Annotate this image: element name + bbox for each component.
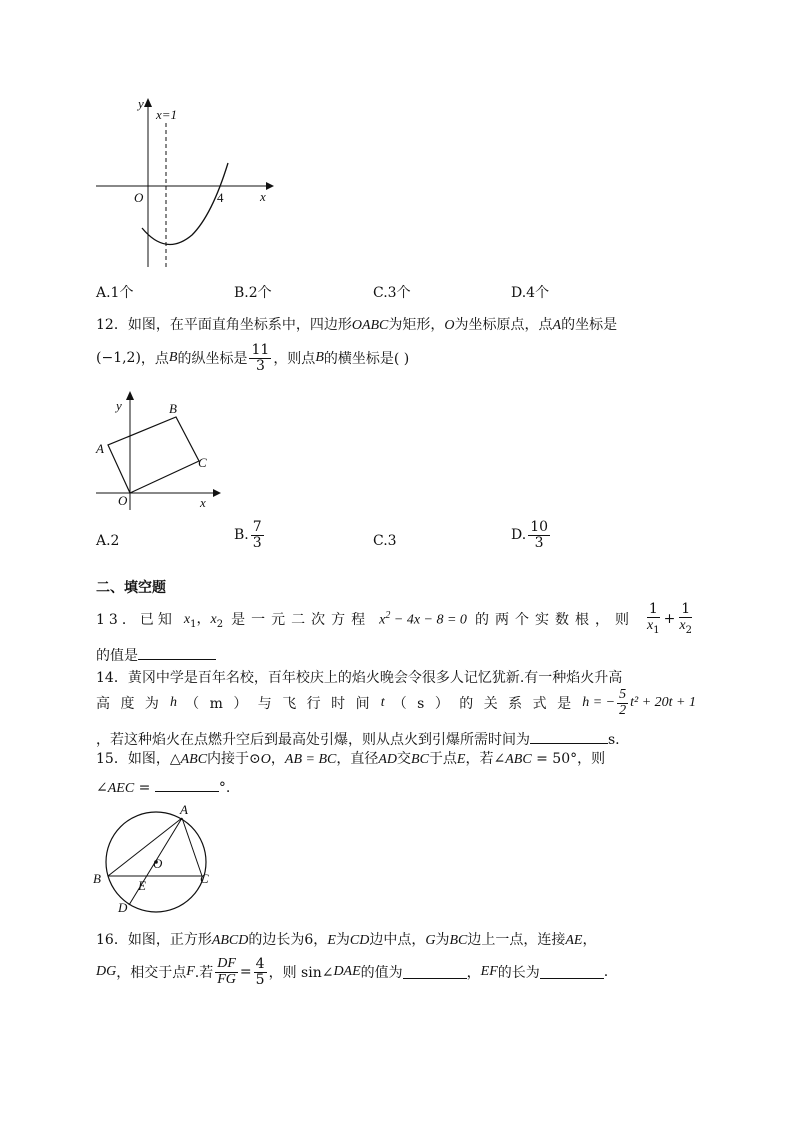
q12-option-b: B. $\frac{7}{3}$ — [234, 519, 262, 551]
q16-line2: DG ，相交于点 F .若 $\frac{DF}{FG}$ = $\frac{4}{5}$ ，则 sin∠ DAE 的值为 ， EF 的长为 . — [96, 956, 609, 988]
line-label: x=1 — [156, 107, 178, 122]
point-d-label: D — [118, 900, 128, 915]
q11-option-d: D.4个 — [511, 285, 550, 301]
figure-q11-parabola — [90, 95, 280, 275]
rectangle-oabc — [108, 417, 199, 493]
q14-line1: 14．黄冈中学是百年名校，百年校庆上的焰火晚会令很多人记忆犹新.有一种焰火升高 — [96, 670, 623, 686]
y-axis-label: y — [116, 398, 122, 413]
q15-line2: ∠AEC = °. — [96, 780, 231, 796]
x-axis-arrow — [213, 489, 221, 497]
q11-option-c: C.3个 — [373, 285, 411, 301]
point-a-label: A — [96, 441, 104, 456]
point-b-label: B — [93, 871, 101, 886]
q13-line1: 13．已知 $x_1$，$x_2$ 是一元二次方程 $x^2 - 4x - 8 = 0$ 的两个实数根，则 $\frac{1}{x_1}$ + $\frac{1}{x_2}$ — [96, 601, 692, 636]
y-axis-label: y — [138, 96, 144, 111]
figure-q15-circle — [90, 802, 230, 917]
point-c-label: C — [198, 455, 207, 470]
q15-line1: 15．如图，△ABC内接于⊙O，AB = BC，直径AD交BC于点E，若∠ABC = 50°，则 — [96, 751, 606, 767]
segment-ab — [108, 818, 182, 876]
section-heading-fill-in: 二、填空题 — [96, 580, 166, 596]
q12-option-d: D. $\frac{10}{3}$ — [511, 519, 549, 551]
x-axis-label: x — [200, 495, 206, 510]
q12-option-a: A.2 — [96, 533, 120, 549]
origin-label: O — [134, 190, 144, 205]
point-c-label: C — [200, 871, 209, 886]
q11-option-a: A.1个 — [96, 285, 134, 301]
tick-4-label: 4 — [217, 190, 224, 205]
point-e-label: E — [138, 878, 146, 893]
q11-option-b: B.2个 — [234, 285, 272, 301]
y-axis-arrow — [144, 98, 152, 107]
q12-option-c: C.3 — [373, 533, 397, 549]
origin-label: O — [118, 493, 128, 508]
point-o-label: O — [153, 856, 163, 871]
figure-q12-rectangle — [92, 390, 232, 515]
q12-line1: 12．如图，在平面直角坐标系中，四边形OABC为矩形，O为坐标原点，点A的坐标是 — [96, 317, 618, 333]
q14-line3: ，若这种焰火在点燃升空后到最高处引爆，则从点火到引爆所需时间为 s. — [96, 732, 620, 748]
point-a-label: A — [180, 802, 188, 817]
parabola-curve — [142, 163, 228, 244]
point-b-label: B — [169, 401, 177, 416]
q14-line2: 高 度 为 h （ m ） 与 飞 行 时 间 t （ s ） 的 关 系 式 是 h = − $\frac{5}{2}$ t² + 20t + 1 — [96, 687, 696, 718]
q12-line2: (−1,2) ，点 B 的纵坐标是 $\frac{11}{3}$ ，则点 B 的横坐标是( ) — [96, 342, 410, 374]
y-axis-arrow — [126, 391, 134, 400]
x-axis-label: x — [260, 189, 266, 204]
q16-line1: 16．如图，正方形ABCD的边长为6，E为CD边中点，G为BC边上一点，连接AE， — [96, 932, 597, 948]
q12-fraction: $\frac{11}{3}$ — [251, 342, 270, 374]
x-axis-arrow — [266, 182, 274, 190]
q13-line2: 的值是 — [96, 645, 216, 665]
